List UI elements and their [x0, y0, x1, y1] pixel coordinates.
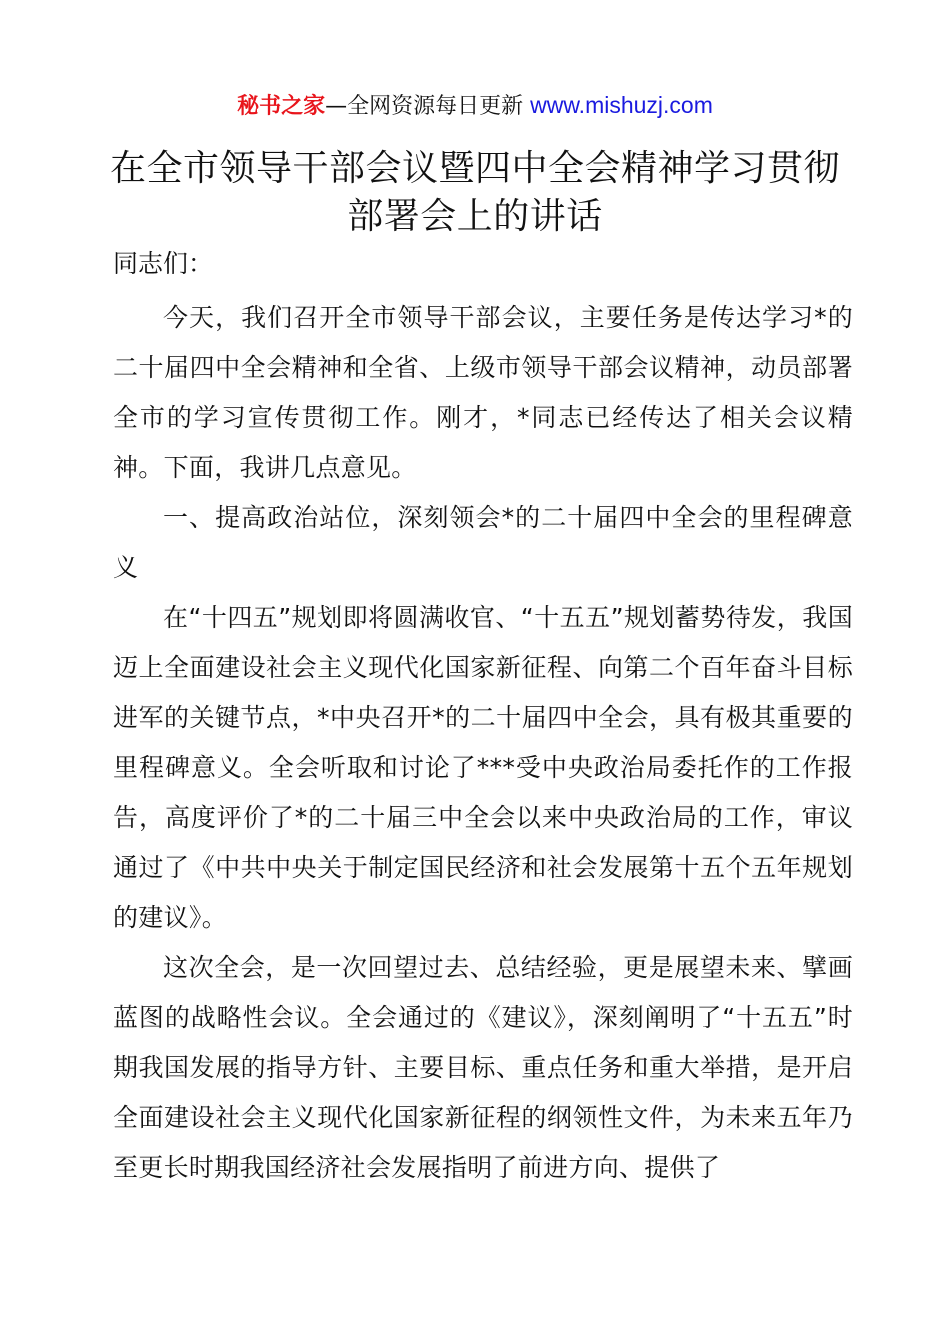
section-heading-1: 一、提高政治站位，深刻领会*的二十届四中全会的里程碑意义 [113, 503, 853, 582]
document-title: 在全市领导干部会议暨四中全会精神学习贯彻部署会上的讲话 [109, 148, 840, 237]
site-link[interactable]: www.mishuzj.com [530, 92, 713, 118]
paragraph-milestone: 在“十四五”规划即将圆满收官、“十五五”规划蓄势待发，我国迈上全面建设社会主义现代化国家新征程、向第二个百年奋斗目标进军的关键节点，*中央召开*的二十届四中全会，具有极其重要的里程碑意义。全会听取和讨论了***受中央政治局委托作的工作报告，高度评价了*的二十届三中全会以来中央政治局的工作，审议通过了《中共中央关于制定国民经济和社会发展第十五个五年规划的建议》。 [113, 603, 853, 932]
paragraph-session: 这次全会，是一次回望过去、总结经验，更是展望未来、擘画蓝图的战略性会议。全会通过的《建议》，深刻阐明了“十五五”时期我国发展的指导方针、主要目标、重点任务和重大举措，是开启全面建设社会主义现代化国家新征程的纲领性文件，为未来五年乃至更长时期我国经济社会发展指明了前进方向、提供了 [113, 953, 853, 1182]
paragraph-intro: 今天，我们召开全市领导干部会议，主要任务是传达学习*的二十届四中全会精神和全省、上级市领导干部会议精神，动员部署全市的学习宣传贯彻工作。刚才，*同志已经传达了相关会议精神。下面，我讲几点意见。 [113, 303, 853, 482]
site-header [0, 88, 950, 124]
document-body [113, 240, 853, 1193]
brand-name: 秘书之家 [237, 94, 326, 119]
salutation: 同志们： [113, 249, 214, 278]
header-tagline: —全网资源每日更新 [325, 94, 524, 119]
